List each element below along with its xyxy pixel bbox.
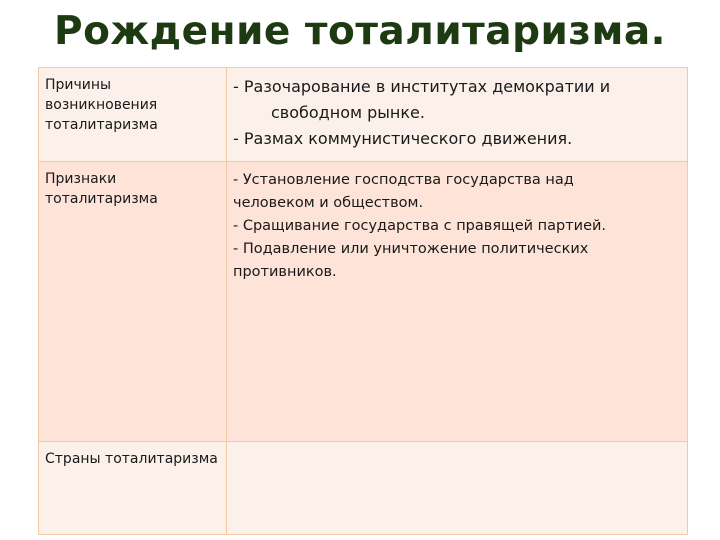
table-row	[39, 162, 688, 442]
content-line: - Разочарование в институтах демократии и	[233, 77, 611, 96]
content-table	[38, 67, 688, 535]
row-label-signs: Признаки тоталитаризма	[39, 162, 227, 442]
table-row	[39, 442, 688, 535]
row-label-causes: Причины возникновения тоталитаризма	[39, 68, 227, 162]
row-content-causes	[227, 68, 688, 162]
row-label-countries: Страны тоталитаризма	[39, 442, 227, 535]
content-line: - Подавление или уничтожение политических	[233, 241, 589, 257]
content-line: - Установление господства государства над	[233, 172, 574, 188]
row-content-countries	[227, 442, 688, 535]
table-row	[39, 68, 688, 162]
content-line: свободном рынке.	[271, 103, 425, 122]
row-content-signs	[227, 162, 688, 442]
content-line: - Сращивание государства с правящей партией.	[233, 218, 607, 234]
slide-title: Рождение тоталитаризма.	[54, 9, 666, 54]
content-line: человеком и обществом.	[233, 195, 424, 211]
content-line: - Размах коммунистического движения.	[233, 129, 573, 148]
content-line: противников.	[233, 264, 337, 280]
